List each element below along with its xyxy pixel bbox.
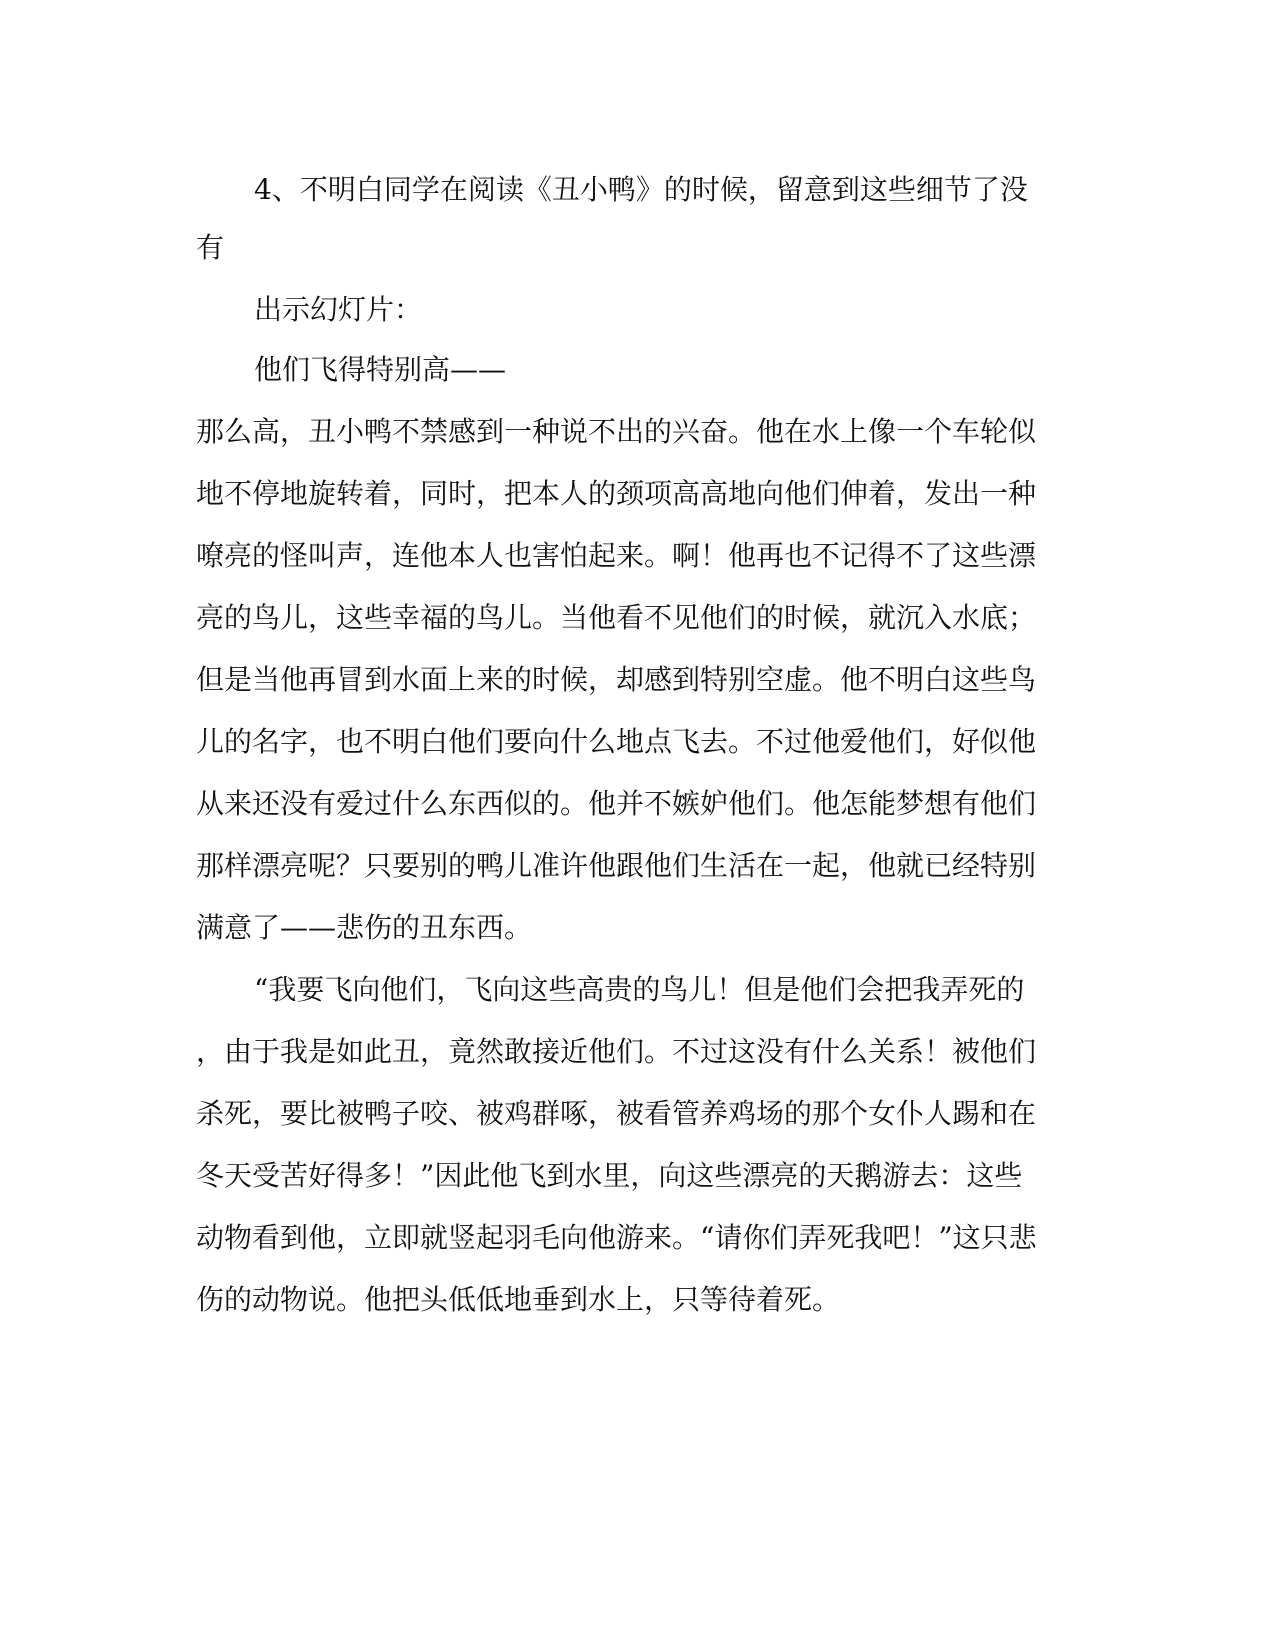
text-line: 亮的鸟儿，这些幸福的鸟儿。当他看不见他们的时候，就沉入水底； [196,601,1037,634]
text-line: 从来还没有爱过什么东西似的。他并不嫉妒他们。他怎能梦想有他们 [196,787,1037,820]
text-line: 那么高，丑小鸭不禁感到一种说不出的兴奋。他在水上像一个车轮似 [196,415,1037,448]
text-line: 有 [196,231,225,264]
text-line: 嘹亮的怪叫声，连他本人也害怕起来。啊！他再也不记得不了这些漂 [196,539,1037,572]
text-line: 他们飞得特别高—— [254,353,507,386]
text-line: 杀死，要比被鸭子咬、被鸡群啄，被看管养鸡场的那个女仆人踢和在 [196,1097,1037,1130]
text-line: 动物看到他，立即就竖起羽毛向他游来。“请你们弄死我吧！”这只悲 [196,1221,1037,1254]
text-line: 地不停地旋转着，同时，把本人的颈项高高地向他们伸着，发出一种 [196,477,1037,510]
text-line: 但是当他再冒到水面上来的时候，却感到特别空虚。他不明白这些鸟 [196,663,1037,696]
text-line: 满意了——悲伤的丑东西。 [196,911,533,944]
text-line: 那样漂亮呢？只要别的鸭儿准许他跟他们生活在一起，他就已经特别 [196,849,1037,882]
text-line: ，由于我是如此丑，竟然敢接近他们。不过这没有什么关系！被他们 [196,1035,1037,1068]
text-line: 冬天受苦好得多！”因此他飞到水里，向这些漂亮的天鹅游去：这些 [196,1159,1023,1192]
text-line: 出示幻灯片： [254,293,423,326]
text-line: 伤的动物说。他把头低低地垂到水上，只等待着死。 [196,1283,841,1316]
text-line: 儿的名字，也不明白他们要向什么地点飞去。不过他爱他们，好似他 [196,725,1037,758]
text-line: 4、不明白同学在阅读《丑小鸭》的时候，留意到这些细节了没 [254,173,1028,206]
text-line: “我要飞向他们，飞向这些高贵的鸟儿！但是他们会把我弄死的 [254,973,1025,1006]
